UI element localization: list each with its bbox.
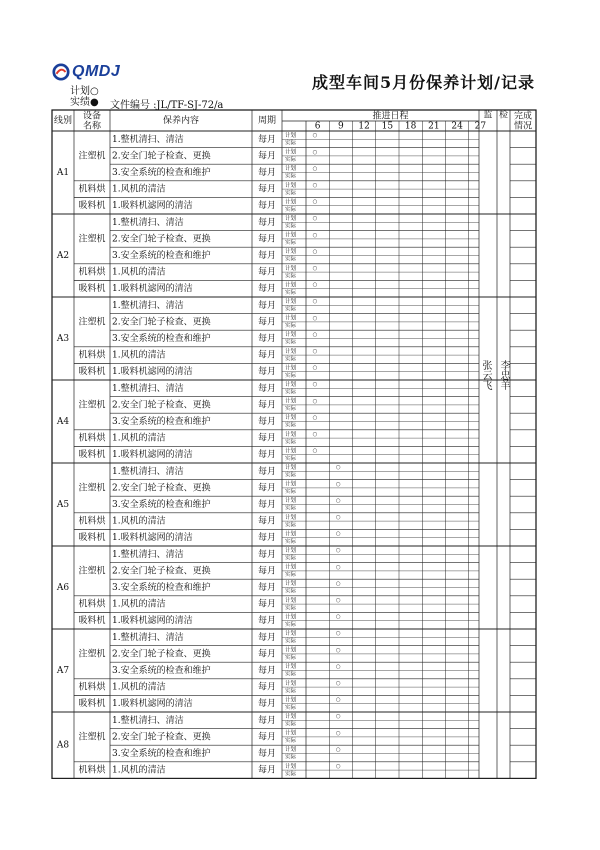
row-plan-label: 计划	[285, 332, 297, 339]
row-plan-label: 计划	[285, 614, 297, 621]
plan-marker: ○	[335, 663, 341, 670]
row-actual-label: 实际	[285, 671, 297, 678]
task-cycle: 每月	[257, 267, 277, 278]
row-actual-label: 实际	[285, 439, 297, 446]
row-plan-label: 计划	[285, 348, 297, 355]
task-cycle: 每月	[257, 699, 277, 710]
header-result: 完成	[513, 111, 533, 122]
row-actual-label: 实际	[285, 754, 297, 761]
task-cycle: 每月	[257, 715, 277, 726]
row-actual-label: 实际	[285, 621, 297, 628]
plan-marker: ○	[312, 448, 318, 455]
row-plan-label: 计划	[285, 747, 297, 754]
task-cycle: 每月	[257, 334, 277, 344]
row-plan-label: 计划	[285, 315, 297, 322]
equipment-name: 吸料机	[78, 367, 106, 378]
plan-marker: ○	[312, 182, 318, 189]
row-plan-label: 计划	[285, 282, 297, 289]
task-content: 1.吸料机滤网的清洁	[112, 699, 193, 710]
row-actual-label: 实际	[285, 588, 297, 595]
task-cycle: 每月	[257, 566, 277, 577]
plan-marker: ○	[335, 464, 341, 471]
inspector-signature: 张云飞	[480, 360, 491, 390]
row-actual-label: 实际	[285, 173, 297, 180]
task-cycle: 每月	[257, 682, 277, 693]
header-progress: 推进日程	[372, 111, 409, 122]
plan-marker: ○	[312, 282, 318, 289]
row-actual-label: 实际	[285, 738, 297, 745]
plan-marker: ○	[312, 381, 318, 388]
task-cycle: 每月	[257, 234, 277, 245]
equipment-name: 机料烘	[78, 433, 106, 444]
task-content: 1.整机清扫、清洁	[112, 549, 184, 560]
plan-marker: ○	[335, 746, 341, 753]
plan-marker: ○	[335, 730, 341, 737]
plan-marker: ○	[335, 647, 341, 654]
task-cycle: 每月	[257, 450, 277, 461]
plan-marker: ○	[335, 497, 341, 504]
plan-marker: ○	[312, 315, 318, 322]
plan-marker: ○	[335, 680, 341, 687]
task-cycle: 每月	[257, 599, 277, 610]
task-cycle: 每月	[257, 217, 277, 228]
row-actual-label: 实际	[285, 256, 297, 263]
header-day: 6	[314, 121, 321, 132]
header-day: 15	[381, 121, 394, 132]
task-content: 1.吸料机滤网的清洁	[112, 450, 193, 461]
task-cycle: 每月	[257, 300, 277, 311]
row-plan-label: 计划	[285, 149, 297, 156]
plan-marker: ○	[312, 232, 318, 239]
task-cycle: 每月	[257, 383, 277, 394]
plan-marker: ○	[335, 564, 341, 571]
task-content: 2.安全门轮子检查、更换	[112, 400, 211, 411]
row-actual-label: 实际	[285, 489, 297, 496]
task-content: 1.风机的清洁	[112, 184, 166, 195]
row-plan-label: 计划	[285, 548, 297, 554]
plan-marker: ○	[335, 547, 341, 554]
header-day: 12	[358, 121, 370, 132]
equipment-name: 吸料机	[78, 450, 106, 461]
task-cycle: 每月	[257, 732, 277, 743]
equipment-name: 注塑机	[78, 234, 106, 245]
row-plan-label: 计划	[285, 299, 297, 305]
equipment-name: 吸料机	[78, 699, 106, 710]
row-plan-label: 计划	[285, 581, 297, 588]
equipment-name: 注塑机	[78, 649, 106, 660]
document-number: 文件编号 :JL/TF-SJ-72/a	[110, 100, 224, 111]
task-cycle: 每月	[257, 632, 277, 643]
plan-marker: ○	[312, 215, 318, 222]
row-actual-label: 实际	[285, 771, 297, 778]
row-actual-label: 实际	[285, 289, 297, 296]
task-cycle: 每月	[257, 500, 277, 510]
plan-marker: ○	[335, 597, 341, 604]
equipment-name: 吸料机	[78, 616, 106, 627]
plan-marker: ○	[312, 431, 318, 438]
task-cycle: 每月	[257, 583, 277, 593]
line-name: A2	[56, 251, 70, 261]
row-actual-label: 实际	[285, 555, 297, 562]
header-equipment: 名称	[82, 121, 102, 132]
row-actual-label: 实际	[285, 206, 297, 213]
plan-marker: ○	[312, 265, 318, 272]
header-day: 21	[428, 121, 440, 132]
row-plan-label: 计划	[285, 631, 297, 637]
plan-marker: ○	[312, 365, 318, 372]
task-content: 3.安全系统的检查和维护	[112, 749, 211, 759]
equipment-name: 机料烘	[78, 516, 106, 527]
row-plan-label: 计划	[285, 465, 297, 471]
task-cycle: 每月	[257, 533, 277, 544]
legend-actual: 实绩●	[70, 97, 99, 108]
plan-marker: ○	[335, 481, 341, 488]
row-plan-label: 计划	[285, 365, 297, 372]
task-content: 3.安全系统的检查和维护	[112, 500, 211, 510]
row-plan-label: 计划	[285, 531, 297, 538]
row-actual-label: 实际	[285, 240, 297, 247]
row-plan-label: 计划	[285, 216, 297, 222]
task-cycle: 每月	[257, 350, 277, 361]
task-cycle: 每月	[257, 549, 277, 560]
plan-marker: ○	[312, 248, 318, 255]
header-day: 24	[451, 121, 463, 132]
plan-marker: ○	[335, 531, 341, 538]
task-content: 1.整机清扫、清洁	[112, 217, 184, 228]
equipment-name: 机料烘	[78, 765, 106, 776]
equipment-name: 注塑机	[78, 151, 106, 162]
task-cycle: 每月	[257, 367, 277, 378]
row-plan-label: 计划	[285, 431, 297, 438]
task-content: 1.整机清扫、清洁	[112, 134, 184, 145]
plan-marker: ○	[312, 132, 318, 139]
task-cycle: 每月	[257, 417, 277, 427]
row-actual-label: 实际	[285, 406, 297, 413]
row-actual-label: 实际	[285, 306, 297, 313]
task-content: 1.风机的清洁	[112, 765, 166, 776]
row-plan-label: 计划	[285, 647, 297, 654]
plan-marker: ○	[312, 414, 318, 421]
plan-marker: ○	[312, 149, 318, 156]
header-cycle: 周期	[257, 116, 277, 126]
line-name: A5	[56, 500, 70, 510]
row-actual-label: 实际	[285, 538, 297, 545]
page-title: 成型车间5月份保养计划/记录	[312, 73, 535, 92]
row-plan-label: 计划	[285, 664, 297, 671]
equipment-name: 机料烘	[78, 599, 106, 610]
equipment-name: 注塑机	[78, 566, 106, 577]
task-content: 1.风机的清洁	[112, 516, 166, 527]
row-actual-label: 实际	[285, 455, 297, 462]
equipment-name: 注塑机	[78, 317, 106, 328]
task-content: 2.安全门轮子检查、更换	[112, 151, 211, 162]
row-plan-label: 计划	[285, 249, 297, 256]
header-day: 9	[338, 121, 344, 132]
task-cycle: 每月	[257, 251, 277, 261]
row-actual-label: 实际	[285, 190, 297, 197]
task-content: 1.整机清扫、清洁	[112, 383, 184, 394]
plan-marker: ○	[312, 165, 318, 172]
row-plan-label: 计划	[285, 232, 297, 239]
equipment-name: 注塑机	[78, 400, 106, 411]
equipment-name: 机料烘	[78, 184, 106, 195]
logo-text: QMDJ	[72, 63, 121, 80]
task-content: 3.安全系统的检查和维护	[112, 334, 211, 344]
task-content: 3.安全系统的检查和维护	[112, 666, 211, 676]
plan-marker: ○	[312, 398, 318, 405]
task-content: 1.风机的清洁	[112, 267, 166, 278]
task-content: 2.安全门轮子检查、更换	[112, 649, 211, 660]
supervisor-signature: 李忠羊	[498, 360, 509, 390]
equipment-name: 机料烘	[78, 682, 106, 693]
row-plan-label: 计划	[285, 514, 297, 521]
row-actual-label: 实际	[285, 472, 297, 479]
task-cycle: 每月	[257, 666, 277, 676]
task-cycle: 每月	[257, 616, 277, 627]
row-plan-label: 计划	[285, 680, 297, 687]
task-cycle: 每月	[257, 649, 277, 660]
row-plan-label: 计划	[285, 448, 297, 455]
task-content: 2.安全门轮子检查、更换	[112, 483, 211, 494]
header-line: 线别	[53, 116, 73, 126]
task-cycle: 每月	[257, 749, 277, 759]
line-name: A1	[56, 168, 70, 178]
task-cycle: 每月	[257, 765, 277, 776]
task-content: 1.吸料机滤网的清洁	[112, 284, 193, 295]
plan-marker: ○	[335, 713, 341, 720]
plan-marker: ○	[312, 348, 318, 355]
row-actual-label: 实际	[285, 704, 297, 711]
row-actual-label: 实际	[285, 140, 297, 147]
task-cycle: 每月	[257, 168, 277, 178]
plan-marker: ○	[335, 514, 341, 521]
row-actual-label: 实际	[285, 339, 297, 346]
row-actual-label: 实际	[285, 572, 297, 579]
row-actual-label: 实际	[285, 356, 297, 363]
task-cycle: 每月	[257, 400, 277, 411]
row-plan-label: 计划	[285, 415, 297, 422]
header-col-b: 检	[498, 110, 509, 121]
task-content: 3.安全系统的检查和维护	[112, 251, 211, 261]
task-cycle: 每月	[257, 134, 277, 145]
line-name: A4	[56, 417, 70, 427]
line-name: A7	[56, 666, 70, 676]
plan-marker: ○	[312, 199, 318, 206]
row-plan-label: 计划	[285, 697, 297, 704]
task-cycle: 每月	[257, 433, 277, 444]
task-cycle: 每月	[257, 151, 277, 162]
row-actual-label: 实际	[285, 422, 297, 429]
row-plan-label: 计划	[285, 481, 297, 488]
row-actual-label: 实际	[285, 688, 297, 695]
row-plan-label: 计划	[285, 763, 297, 770]
equipment-name: 机料烘	[78, 350, 106, 361]
task-content: 2.安全门轮子检查、更换	[112, 732, 211, 743]
row-plan-label: 计划	[285, 597, 297, 604]
task-content: 3.安全系统的检查和维护	[112, 417, 211, 427]
task-content: 1.整机清扫、清洁	[112, 632, 184, 643]
header-content: 保养内容	[162, 116, 200, 126]
task-cycle: 每月	[257, 466, 277, 477]
task-content: 1.整机清扫、清洁	[112, 715, 184, 726]
row-plan-label: 计划	[285, 199, 297, 206]
row-plan-label: 计划	[285, 265, 297, 272]
legend-plan: 计划○	[70, 86, 99, 97]
row-actual-label: 实际	[285, 323, 297, 330]
row-actual-label: 实际	[285, 389, 297, 396]
equipment-name: 吸料机	[78, 201, 106, 212]
task-content: 1.风机的清洁	[112, 433, 166, 444]
plan-marker: ○	[335, 580, 341, 587]
row-plan-label: 计划	[285, 182, 297, 189]
task-content: 3.安全系统的检查和维护	[112, 583, 211, 593]
plan-marker: ○	[335, 630, 341, 637]
equipment-name: 吸料机	[78, 284, 106, 295]
row-actual-label: 实际	[285, 638, 297, 645]
row-plan-label: 计划	[285, 564, 297, 571]
task-cycle: 每月	[257, 516, 277, 527]
task-content: 1.风机的清洁	[112, 599, 166, 610]
row-actual-label: 实际	[285, 223, 297, 230]
row-actual-label: 实际	[285, 505, 297, 512]
row-actual-label: 实际	[285, 157, 297, 164]
task-content: 1.吸料机滤网的清洁	[112, 616, 193, 627]
task-content: 1.风机的清洁	[112, 350, 166, 361]
equipment-name: 注塑机	[78, 732, 106, 743]
equipment-name: 机料烘	[78, 267, 106, 278]
header-result: 情况	[513, 121, 533, 132]
row-plan-label: 计划	[285, 133, 297, 139]
task-cycle: 每月	[257, 317, 277, 328]
row-plan-label: 计划	[285, 714, 297, 720]
line-name: A3	[56, 334, 70, 344]
row-actual-label: 实际	[285, 655, 297, 662]
task-content: 2.安全门轮子检查、更换	[112, 317, 211, 328]
row-actual-label: 实际	[285, 372, 297, 379]
plan-marker: ○	[335, 614, 341, 621]
task-cycle: 每月	[257, 184, 277, 195]
plan-marker: ○	[335, 697, 341, 704]
task-content: 3.安全系统的检查和维护	[112, 168, 211, 178]
plan-marker: ○	[335, 763, 341, 770]
task-cycle: 每月	[257, 201, 277, 212]
equipment-name: 吸料机	[78, 533, 106, 544]
line-name: A6	[56, 583, 70, 593]
task-content: 1.吸料机滤网的清洁	[112, 367, 193, 378]
header-day: 18	[404, 121, 417, 132]
line-name: A8	[56, 740, 70, 751]
header-equipment: 设备	[82, 111, 102, 122]
task-content: 1.吸料机滤网的清洁	[112, 201, 193, 212]
task-content: 1.吸料机滤网的清洁	[112, 533, 193, 544]
task-cycle: 每月	[257, 284, 277, 295]
task-content: 1.风机的清洁	[112, 682, 166, 693]
plan-marker: ○	[312, 331, 318, 338]
row-actual-label: 实际	[285, 605, 297, 612]
plan-marker: ○	[312, 298, 318, 305]
task-content: 2.安全门轮子检查、更换	[112, 566, 211, 577]
row-actual-label: 实际	[285, 522, 297, 529]
task-content: 1.整机清扫、清洁	[112, 466, 184, 477]
row-plan-label: 计划	[285, 382, 297, 388]
header-day: 27	[474, 121, 487, 132]
row-actual-label: 实际	[285, 721, 297, 728]
row-plan-label: 计划	[285, 166, 297, 173]
task-content: 1.整机清扫、清洁	[112, 300, 184, 311]
row-actual-label: 实际	[285, 273, 297, 280]
header-col-a: 监	[483, 110, 493, 121]
row-plan-label: 计划	[285, 730, 297, 737]
row-plan-label: 计划	[285, 498, 297, 505]
equipment-name: 注塑机	[78, 483, 106, 494]
task-cycle: 每月	[257, 483, 277, 494]
row-plan-label: 计划	[285, 398, 297, 405]
task-content: 2.安全门轮子检查、更换	[112, 234, 211, 245]
